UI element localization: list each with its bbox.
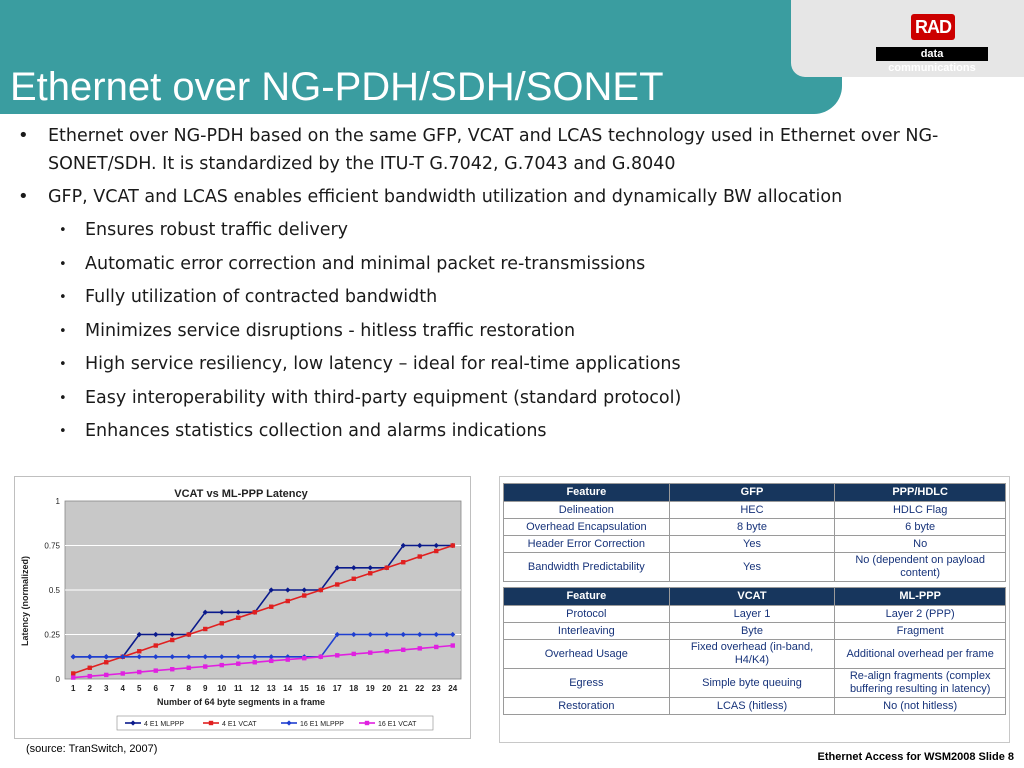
table-header-row (504, 484, 1006, 502)
x-tick-label: 5 (137, 684, 142, 693)
legend-marker (209, 721, 213, 725)
y-tick-label: 0.75 (44, 541, 60, 551)
x-tick-label: 14 (283, 684, 293, 693)
data-point (269, 659, 273, 663)
table-cell: Fixed overhead (in-band, H4/K4) (669, 640, 835, 669)
logo-tagline: data communications (876, 47, 988, 61)
data-point (302, 593, 306, 597)
chart-x-label: Number of 64 byte segments in a frame (156, 697, 326, 707)
data-point (385, 566, 389, 570)
table-row (504, 502, 1006, 519)
x-tick-label: 2 (87, 684, 92, 693)
legend-label: 4 E1 MLPPP (144, 721, 185, 728)
data-point (88, 674, 92, 678)
table-header-cell: GFP (669, 484, 835, 502)
table-header-cell: Feature (504, 484, 670, 502)
data-point (71, 671, 75, 675)
slide-footer: Ethernet Access for WSM2008 Slide 8 (817, 751, 1014, 763)
data-point (104, 660, 108, 664)
data-point (203, 664, 207, 668)
data-point (154, 643, 158, 647)
x-tick-label: 17 (332, 684, 342, 693)
table-cell: Layer 2 (PPP) (835, 606, 1006, 623)
table-cell: LCAS (hitless) (669, 698, 835, 715)
data-point (154, 668, 158, 672)
data-point (401, 648, 405, 652)
data-point (170, 667, 174, 671)
table-cell: Protocol (504, 606, 670, 623)
sub-bullet-item: • Minimizes service disruptions - hitless traffic restoration (16, 317, 1016, 345)
x-tick-label: 10 (217, 684, 227, 693)
table-row (504, 519, 1006, 536)
table-row (504, 536, 1006, 553)
table-header-row (504, 588, 1006, 606)
bullet-list (16, 122, 1016, 451)
data-point (88, 666, 92, 670)
table-cell: Layer 1 (669, 606, 835, 623)
chart-canvas (15, 477, 470, 738)
x-tick-label: 6 (153, 684, 158, 693)
table-header-cell: ML-PPP (835, 588, 1006, 606)
legend-label: 16 E1 MLPPP (300, 721, 344, 728)
data-point (170, 638, 174, 642)
table-cell: Re-align fragments (complex buffering resulting in latency) (835, 669, 1006, 698)
data-point (319, 655, 323, 659)
data-point (253, 660, 257, 664)
table-cell: 6 byte (835, 519, 1006, 536)
data-point (187, 666, 191, 670)
x-tick-label: 24 (448, 684, 458, 693)
x-tick-label: 9 (203, 684, 208, 693)
y-tick-label: 0.25 (44, 630, 60, 640)
table-cell: No (dependent on payload content) (835, 553, 1006, 582)
table-cell: Egress (504, 669, 670, 698)
rad-logo: RAD (911, 14, 955, 40)
x-tick-label: 8 (186, 684, 191, 693)
data-point (385, 649, 389, 653)
data-point (352, 577, 356, 581)
latency-chart (14, 476, 471, 739)
slide-title: Ethernet over NG-PDH/SDH/SONET (10, 65, 664, 109)
data-point (434, 645, 438, 649)
table-row (504, 606, 1006, 623)
data-point (335, 653, 339, 657)
table-cell: Delineation (504, 502, 670, 519)
table-row (504, 640, 1006, 669)
title-banner (0, 0, 842, 114)
sub-bullet-item: • Easy interoperability with third-party equipment (standard protocol) (16, 384, 1016, 412)
x-tick-label: 18 (349, 684, 359, 693)
x-tick-label: 4 (120, 684, 125, 693)
table-cell: Restoration (504, 698, 670, 715)
table-cell: HEC (669, 502, 835, 519)
sub-bullet-item: • Enhances statistics collection and alarms indications (16, 417, 1016, 445)
x-tick-label: 7 (170, 684, 175, 693)
data-point (434, 549, 438, 553)
data-point (368, 650, 372, 654)
table-row (504, 623, 1006, 640)
data-point (451, 543, 455, 547)
table-header-cell: VCAT (669, 588, 835, 606)
x-tick-label: 20 (382, 684, 392, 693)
x-tick-label: 13 (266, 684, 276, 693)
legend-label: 4 E1 VCAT (222, 721, 257, 728)
sub-bullet-item: • Ensures robust traffic delivery (16, 216, 1016, 244)
data-point (137, 649, 141, 653)
data-point (286, 657, 290, 661)
data-point (104, 673, 108, 677)
data-point (71, 675, 75, 679)
sub-bullet-item: • Automatic error correction and minimal packet re-transmissions (16, 250, 1016, 278)
table-row (504, 553, 1006, 582)
table-cell: Overhead Encapsulation (504, 519, 670, 536)
data-point (269, 605, 273, 609)
bullet-item: • Ethernet over NG-PDH based on the same GFP, VCAT and LCAS technology used in Ethernet over NG-SONET/SDH. It is standardized by the ITU-T G.7042, G.7043 and G.8040 (16, 122, 1016, 178)
data-point (253, 610, 257, 614)
data-point (236, 616, 240, 620)
legend-marker (365, 721, 369, 725)
legend-label: 16 E1 VCAT (378, 721, 417, 728)
data-point (352, 652, 356, 656)
x-tick-label: 16 (316, 684, 326, 693)
table-cell: Yes (669, 553, 835, 582)
table-cell: No (835, 536, 1006, 553)
data-point (319, 588, 323, 592)
data-point (121, 671, 125, 675)
data-point (418, 554, 422, 558)
table-cell: 8 byte (669, 519, 835, 536)
x-tick-label: 12 (250, 684, 260, 693)
x-tick-label: 15 (299, 684, 309, 693)
table-cell: No (not hitless) (835, 698, 1006, 715)
data-point (418, 646, 422, 650)
data-point (302, 656, 306, 660)
sub-bullet-item: • Fully utilization of contracted bandwidth (16, 283, 1016, 311)
data-point (203, 627, 207, 631)
table-cell: Bandwidth Predictability (504, 553, 670, 582)
y-tick-label: 0.5 (48, 586, 60, 595)
chart-y-label: Latency (normalized) (20, 555, 30, 647)
comparison-table (503, 483, 1006, 715)
data-point (335, 582, 339, 586)
table-cell: Interleaving (504, 623, 670, 640)
table-row (504, 698, 1006, 715)
chart-title: VCAT vs ML-PPP Latency (174, 488, 308, 500)
data-point (187, 632, 191, 636)
y-tick-label: 0 (55, 675, 60, 684)
data-point (236, 661, 240, 665)
data-point (451, 643, 455, 647)
x-tick-label: 1 (71, 684, 76, 693)
sub-bullet-item: • High service resiliency, low latency – ideal for real-time applications (16, 350, 1016, 378)
table-cell: HDLC Flag (835, 502, 1006, 519)
data-point (220, 621, 224, 625)
data-point (401, 560, 405, 564)
source-caption: (source: TranSwitch, 2007) (26, 743, 158, 755)
table-cell: Simple byte queuing (669, 669, 835, 698)
x-tick-label: 23 (431, 684, 441, 693)
x-tick-label: 3 (104, 684, 109, 693)
x-tick-label: 19 (365, 684, 375, 693)
data-point (220, 663, 224, 667)
table-cell: Byte (669, 623, 835, 640)
data-point (286, 599, 290, 603)
x-tick-label: 21 (398, 684, 408, 693)
table-row (504, 669, 1006, 698)
data-point (368, 571, 372, 575)
comparison-table-frame (499, 476, 1010, 743)
table-cell: Additional overhead per frame (835, 640, 1006, 669)
data-point (137, 670, 141, 674)
x-tick-label: 11 (234, 684, 243, 693)
x-tick-label: 22 (415, 684, 425, 693)
table-header-cell: PPP/HDLC (835, 484, 1006, 502)
table-cell: Fragment (835, 623, 1006, 640)
logo-area (791, 0, 1024, 77)
bullet-item: • GFP, VCAT and LCAS enables efficient bandwidth utilization and dynamically BW allocation (16, 183, 1016, 211)
y-tick-label: 1 (55, 497, 60, 506)
table-header-cell: Feature (504, 588, 670, 606)
table-cell: Yes (669, 536, 835, 553)
table-cell: Overhead Usage (504, 640, 670, 669)
table-cell: Header Error Correction (504, 536, 670, 553)
